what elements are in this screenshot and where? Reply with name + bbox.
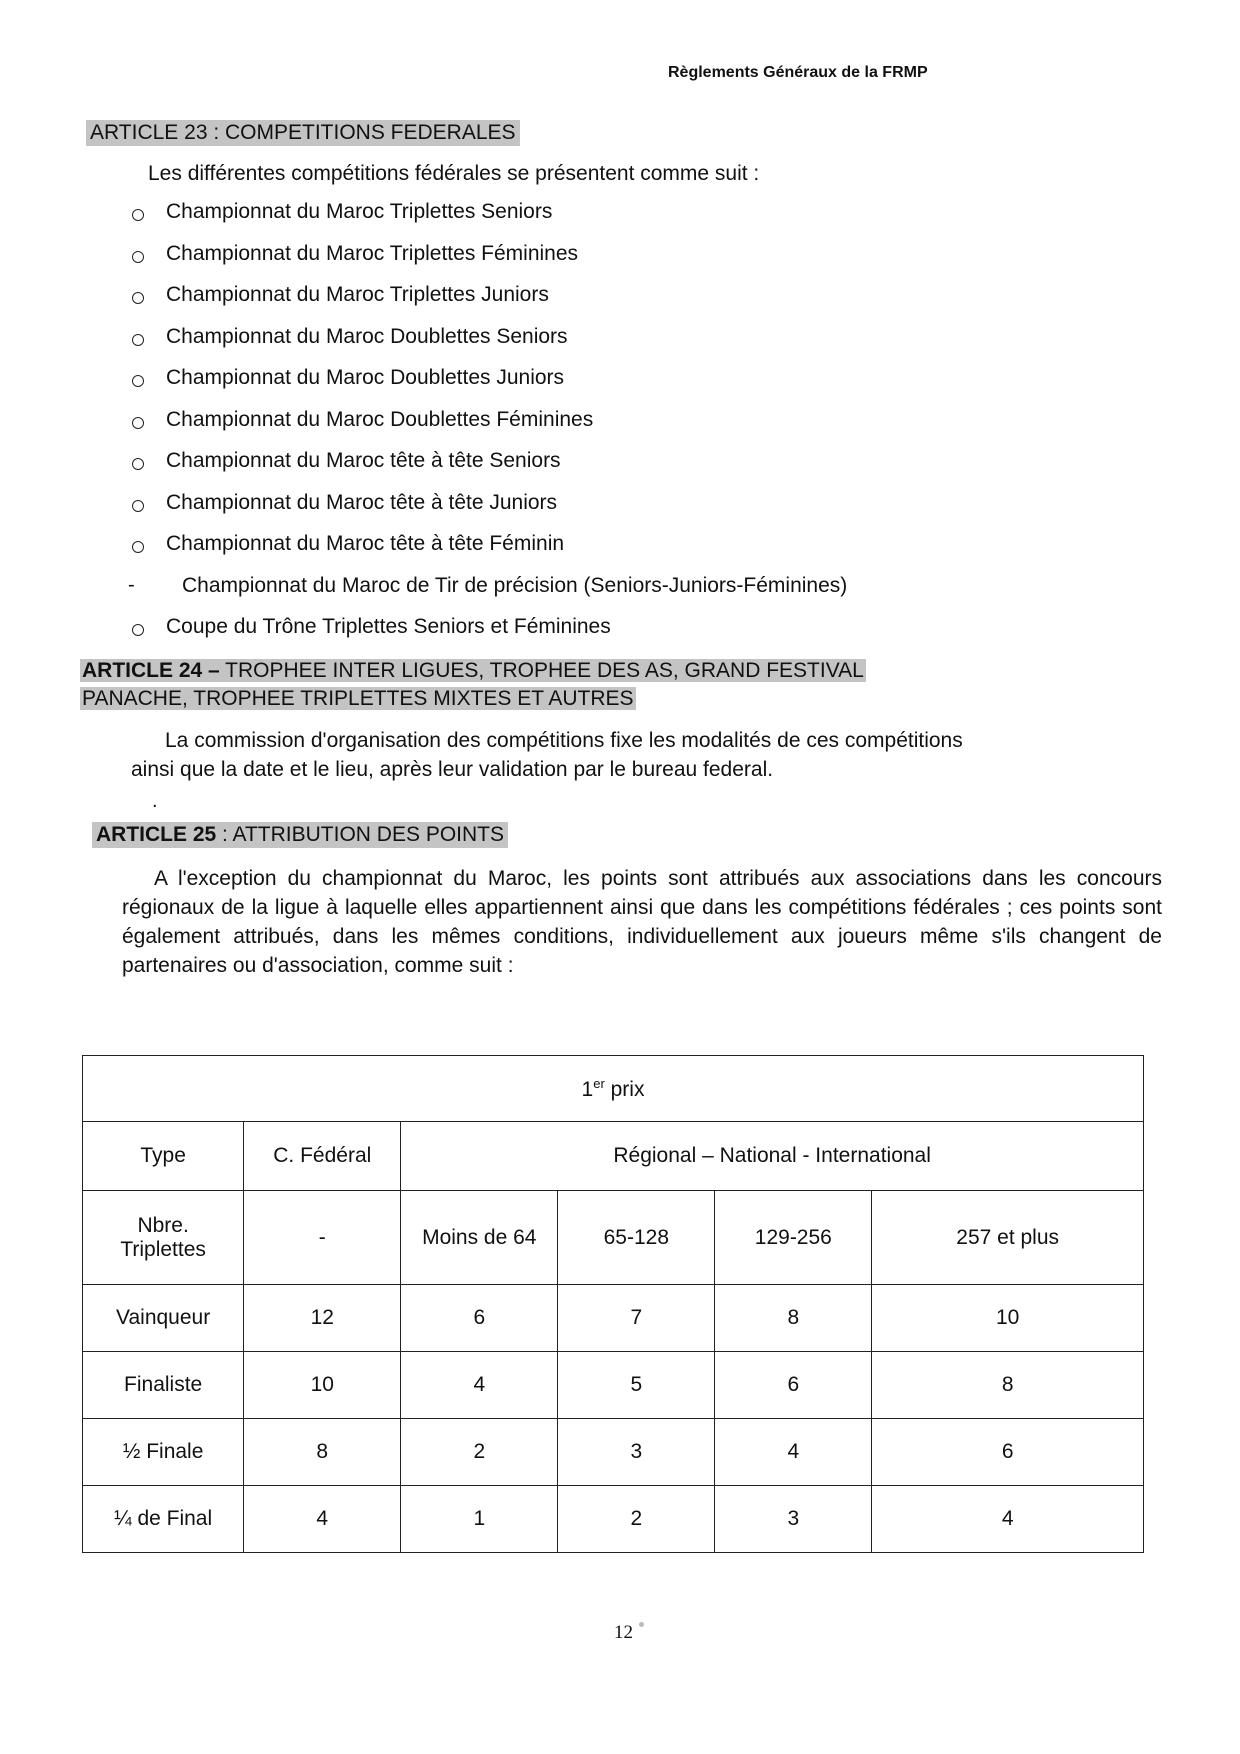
table-cell: 12: [244, 1285, 401, 1352]
list-item-text: Championnat du Maroc tête à tête Seniors: [166, 449, 561, 472]
table-cell: Moins de 64: [401, 1191, 558, 1285]
list-item-text: Championnat du Maroc Triplettes Juniors: [166, 283, 549, 306]
table-cell: 6: [401, 1285, 558, 1352]
scan-spot-icon: [639, 1622, 644, 1627]
row-label: ¼ de Final: [83, 1486, 244, 1553]
nbre-line1: Nbre.: [137, 1213, 189, 1237]
list-item: [120, 366, 847, 408]
circle-bullet-icon: [120, 532, 166, 559]
article-24-para-line2: ainsi que la date et le lieu, après leur validation par le bureau federal.: [131, 758, 774, 781]
table-cell: 10: [872, 1285, 1144, 1352]
list-item: [120, 615, 847, 657]
table-cell: 7: [558, 1285, 715, 1352]
table-row: [83, 1191, 1144, 1285]
list-item: [120, 200, 847, 242]
article-24-para-line1: La commission d'organisation des compétitions fixe les modalités de ces compétitions: [165, 729, 963, 752]
list-item-text: Championnat du Maroc Doublettes Juniors: [166, 366, 565, 389]
table-cell: 129-256: [715, 1191, 872, 1285]
article-24-title-line1: TROPHEE INTER LIGUES, TROPHEE DES AS, GRAND FESTIVAL: [219, 659, 864, 682]
article-24-title: [80, 657, 1052, 713]
table-cell: 10: [244, 1352, 401, 1419]
table-cell: 2: [401, 1419, 558, 1486]
stray-dot: .: [152, 790, 158, 812]
table-cell: 8: [872, 1352, 1144, 1419]
article-25-number: ARTICLE 25: [96, 823, 217, 846]
table-cell: 4: [244, 1486, 401, 1553]
circle-bullet-icon: [120, 615, 166, 642]
article-25-title: [92, 822, 508, 848]
list-item: [120, 574, 847, 616]
article-23-title: ARTICLE 23 : COMPETITIONS FEDERALES: [86, 120, 520, 146]
competition-list: [120, 200, 847, 657]
table-cell: 4: [872, 1486, 1144, 1553]
table-cell: 257 et plus: [872, 1191, 1144, 1285]
list-item-text: Championnat du Maroc Doublettes Seniors: [166, 324, 568, 348]
article-25-para-text: A l'exception du championnat du Maroc, les points sont attribués aux associations dans les concours régionaux de la ligue à laquelle elles appartiennent ainsi que dans les compétitions fédérales ; ces points sont également attribués, dans les mêmes conditions, individuellement aux joueurs même s'ils changent de partenaires ou d'association, comme suit :: [122, 867, 1162, 977]
list-item-text: Coupe du Trône Triplettes Seniors et Féminines: [166, 615, 611, 638]
nbre-header: [83, 1191, 244, 1285]
table-cell: 2: [558, 1486, 715, 1553]
dash-bullet-icon: -: [128, 573, 135, 596]
table-row: [83, 1352, 1144, 1419]
list-item-text: Championnat du Maroc Triplettes Féminines: [166, 241, 579, 265]
type-header: Type: [83, 1122, 244, 1191]
table-cell: 65-128: [558, 1191, 715, 1285]
table-row: [83, 1056, 1144, 1122]
circle-bullet-icon: [120, 200, 166, 227]
table-cell: 8: [244, 1419, 401, 1486]
list-item: [120, 325, 847, 367]
page-number-text: 12: [614, 1622, 633, 1643]
circle-bullet-icon: [120, 366, 166, 393]
table-cell: 4: [401, 1352, 558, 1419]
list-item: [120, 408, 847, 450]
circle-bullet-icon: [120, 325, 166, 352]
table-cell: -: [244, 1191, 401, 1285]
title-superscript: er: [593, 1075, 605, 1091]
list-item: [120, 449, 847, 491]
list-item: [120, 242, 847, 284]
table-row: [83, 1285, 1144, 1352]
article-23-intro: Les différentes compétitions fédérales se présentent comme suit :: [148, 162, 760, 185]
page-number: [614, 1622, 644, 1644]
table-row: [83, 1486, 1144, 1553]
circle-bullet-icon: [120, 408, 166, 435]
article-24-number: ARTICLE 24 –: [82, 659, 220, 682]
table-row: [83, 1419, 1144, 1486]
list-item: [120, 283, 847, 325]
table-title-cell: [83, 1056, 1144, 1122]
list-item-text: Championnat du Maroc tête à tête Juniors: [166, 490, 558, 514]
list-item-text: Championnat du Maroc Triplettes Seniors: [166, 200, 553, 223]
table-cell: 6: [872, 1419, 1144, 1486]
article-25-paragraph: [122, 864, 1162, 980]
list-item: [120, 532, 847, 574]
list-item-text: Championnat du Maroc Doublettes Féminines: [166, 407, 594, 431]
nbre-line2: Triplettes: [120, 1237, 206, 1261]
circle-bullet-icon: [120, 283, 166, 310]
table-cell: 3: [715, 1486, 872, 1553]
article-25-title-text: : ATTRIBUTION DES POINTS: [216, 823, 504, 846]
circle-bullet-icon: [120, 242, 166, 269]
circle-bullet-icon: [120, 449, 166, 476]
row-label: Vainqueur: [83, 1285, 244, 1352]
circle-bullet-icon: [120, 491, 166, 518]
row-label: Finaliste: [83, 1352, 244, 1419]
table-row: [83, 1122, 1144, 1191]
table-cell: 4: [715, 1419, 872, 1486]
table-cell: 1: [401, 1486, 558, 1553]
table-cell: 5: [558, 1352, 715, 1419]
article-24-paragraph: [131, 726, 1121, 784]
title-number: 1: [581, 1077, 594, 1101]
regional-header: Régional – National - International: [401, 1122, 1144, 1191]
row-label: ½ Finale: [83, 1419, 244, 1486]
list-item-text: Championnat du Maroc de Tir de précision (Seniors-Juniors-Féminines): [182, 573, 848, 597]
article-24-title-line2: PANACHE, TROPHEE TRIPLETTES MIXTES ET AUTRES: [82, 687, 634, 710]
running-header: Règlements Généraux de la FRMP: [668, 64, 928, 81]
federal-header: C. Fédéral: [244, 1122, 401, 1191]
points-table: [82, 1055, 1144, 1553]
list-item-text: Championnat du Maroc tête à tête Féminin: [166, 532, 565, 555]
list-item: [120, 491, 847, 533]
table-cell: 8: [715, 1285, 872, 1352]
title-text: prix: [604, 1077, 645, 1101]
table-cell: 6: [715, 1352, 872, 1419]
table-cell: 3: [558, 1419, 715, 1486]
